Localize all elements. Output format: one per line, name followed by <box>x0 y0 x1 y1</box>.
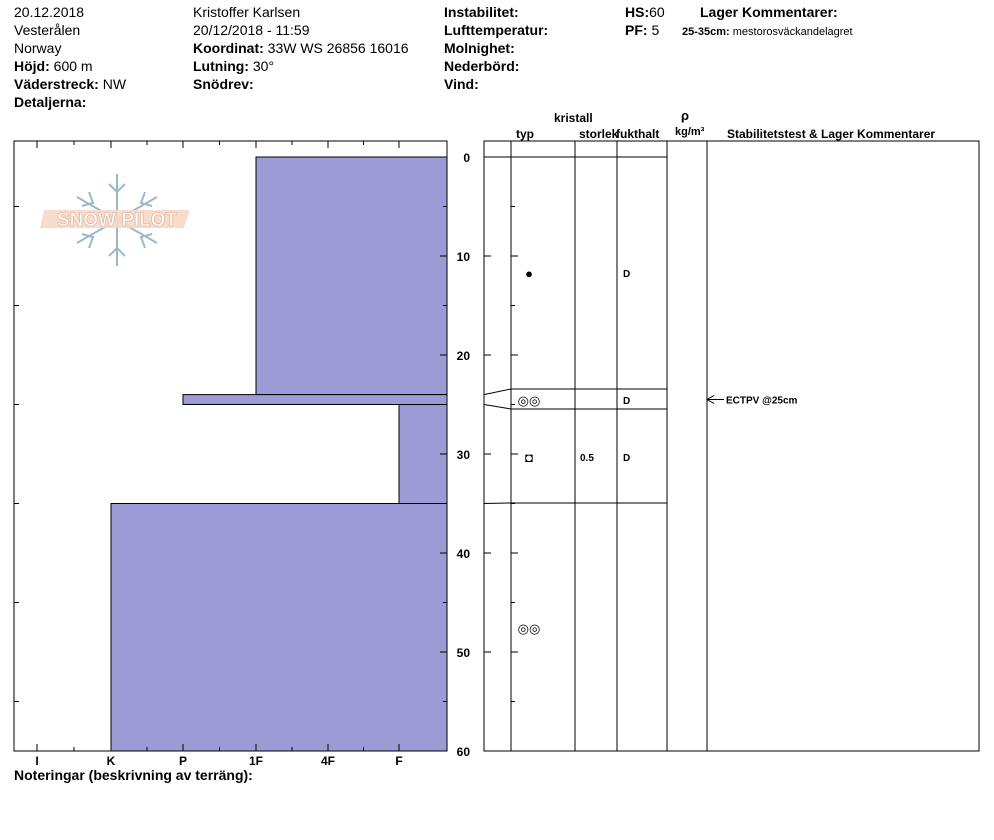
country: Norway <box>14 40 62 56</box>
datetime: 20/12/2018 - 11:59 <box>193 22 310 38</box>
x-tick-label: 1F <box>248 754 264 768</box>
coord-value: 33W WS 26856 16016 <box>267 40 409 56</box>
hardness-layer-bar <box>183 395 447 405</box>
grain-type-icon: ◎◎ <box>517 393 541 408</box>
depth-label: 40 <box>456 547 470 561</box>
grain-type-icon: ◘ <box>525 450 533 465</box>
col-crystal: kristall <box>554 111 593 125</box>
aspect-label: Väderstreck: <box>14 76 99 92</box>
x-tick-label: I <box>35 754 39 768</box>
grain-size-value: 0.5 <box>580 453 594 464</box>
elevation-label: Höjd: <box>14 58 50 74</box>
layer-comment-range: 25-35cm: <box>682 26 730 38</box>
layer-connector <box>484 405 511 410</box>
layer-table-frame <box>484 141 979 751</box>
depth-label: 0 <box>463 151 470 165</box>
x-tick-label: P <box>178 754 188 768</box>
slope-value: 30° <box>252 58 275 74</box>
moisture-value: D <box>623 269 631 280</box>
wind-label: Vind: <box>444 76 479 92</box>
col-moisture: fukthalt <box>616 127 660 141</box>
hardness-layer-bar <box>399 405 447 504</box>
x-tick-label: 4F <box>320 754 336 768</box>
moisture-value: D <box>623 396 631 407</box>
pf-label: PF: <box>625 22 648 38</box>
col-density-unit: kg/m³ <box>675 126 705 138</box>
x-tick-label: F <box>395 754 403 768</box>
grain-type-icon: ● <box>525 266 533 281</box>
depth-label: 10 <box>456 250 470 264</box>
depth-label: 30 <box>456 448 470 462</box>
depth-label: 20 <box>456 349 470 363</box>
stability-test-label: ECTPV @25cm <box>726 395 798 407</box>
elevation-value: 600 m <box>53 58 93 74</box>
moisture-value: D <box>623 453 631 464</box>
x-tick-label: K <box>106 754 116 768</box>
air-temp-label: Lufttemperatur: <box>444 22 549 38</box>
layer-comments-label: Lager Kommentarer: <box>700 4 838 20</box>
col-rho: ρ <box>681 108 690 123</box>
depth-label: 60 <box>456 745 470 759</box>
date: 20.12.2018 <box>14 4 85 20</box>
depth-label: 50 <box>456 646 470 660</box>
instability-label: Instabilitet: <box>444 4 519 20</box>
notes-label: Noteringar (beskrivning av terräng): <box>14 767 253 783</box>
aspect-value: NW <box>102 76 127 92</box>
cloud-label: Molnighet: <box>444 40 515 56</box>
hardness-layer-bar <box>256 157 447 395</box>
drift-label: Snödrev: <box>193 76 254 92</box>
slope-label: Lutning: <box>193 58 249 74</box>
layer-connector <box>484 389 511 395</box>
hs-label: HS: <box>625 4 650 20</box>
observer: Kristoffer Karlsen <box>193 4 301 20</box>
col-type: typ <box>516 127 534 141</box>
pf-value: 5 <box>651 22 660 38</box>
hardness-layer-bar <box>111 504 447 752</box>
hs-value: 60 <box>649 4 665 20</box>
layer-comment-text: mestorosväckandelagret <box>732 26 853 38</box>
col-size: storlek <box>579 127 619 141</box>
details-label: Detaljerna: <box>14 94 87 110</box>
precip-label: Nederbörd: <box>444 58 520 74</box>
region: Vesterålen <box>14 22 81 38</box>
grain-type-icon: ◎◎ <box>517 621 541 636</box>
logo-text: SNOW PILOT <box>56 210 178 231</box>
layer-connector <box>484 503 511 504</box>
coord-label: Koordinat: <box>193 40 264 56</box>
col-stability: Stabilitetstest & Lager Kommentarer <box>727 127 936 141</box>
